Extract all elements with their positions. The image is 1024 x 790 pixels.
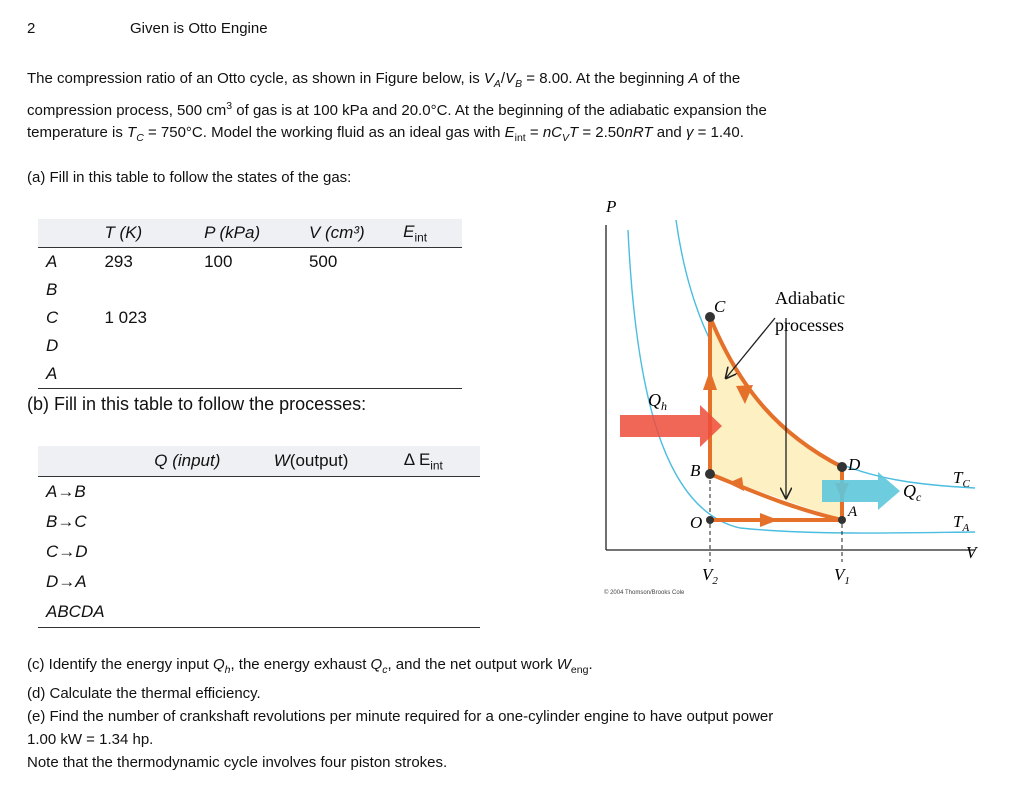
copyright-text: © 2004 Thomson/Brooks Cole <box>604 590 685 596</box>
process-label: ABCDA <box>38 597 154 628</box>
table-row <box>38 507 480 537</box>
cell-p[interactable] <box>204 360 309 389</box>
question-number: 2 <box>27 20 36 37</box>
cell-de[interactable] <box>404 597 480 628</box>
table-row <box>38 537 480 567</box>
cell-w[interactable] <box>274 597 404 628</box>
cell-v[interactable]: 500 <box>308 252 338 271</box>
adiabatic-label-1: Adiabatic <box>775 288 845 308</box>
v1-label: $V_1$ <box>834 565 850 587</box>
qc-label: $Q_c$ <box>903 481 922 504</box>
adiabatic-pointer-1 <box>726 318 775 378</box>
state-label: C <box>46 308 59 327</box>
cell-q[interactable] <box>154 597 274 628</box>
cell-e[interactable] <box>403 332 462 360</box>
point-o-dot <box>706 516 714 524</box>
arrow-intake <box>760 513 778 527</box>
cell-q[interactable] <box>154 567 274 597</box>
point-d-label: D <box>848 455 861 474</box>
v-axis-label: V <box>966 543 977 562</box>
cell-de[interactable] <box>404 477 480 508</box>
cell-e[interactable] <box>403 276 462 304</box>
problem-statement <box>27 68 927 149</box>
cell-e[interactable] <box>403 248 462 277</box>
cell-v[interactable] <box>309 360 403 389</box>
states-table-header <box>38 219 462 248</box>
table-row <box>38 477 480 508</box>
question-e-line-2: 1.00 kW = 1.34 hp. <box>27 731 154 748</box>
process-label: A→B <box>46 482 86 501</box>
cell-t[interactable]: 293 <box>104 252 133 271</box>
point-o-label: O <box>690 513 703 532</box>
table-row <box>38 276 462 304</box>
questions-block <box>27 653 967 774</box>
state-label: B <box>46 280 58 299</box>
point-a-dot <box>838 516 846 524</box>
cell-e[interactable] <box>403 304 462 332</box>
qh-label: $Q_h$ <box>648 390 667 413</box>
state-label: A <box>46 252 58 271</box>
adiabatic-label-2: processes <box>775 315 844 335</box>
cell-p[interactable] <box>204 304 309 332</box>
header-delta-energy: Δ $E_{int}$ <box>404 446 480 477</box>
cell-de[interactable] <box>404 567 480 597</box>
cell-t[interactable] <box>104 360 204 389</box>
point-b-label: B <box>690 461 701 480</box>
cell-de[interactable] <box>404 507 480 537</box>
part-a-label: (a) Fill in this table to follow the states of the gas: <box>27 169 352 186</box>
p-axis-label: P <box>606 197 617 216</box>
process-label: C→D <box>46 542 88 561</box>
question-title: Given is Otto Engine <box>130 20 268 37</box>
tc-label: $T_C$ <box>953 468 970 490</box>
header-internal-energy: $E_{int}$ <box>403 219 462 248</box>
point-d-dot <box>837 462 847 472</box>
cell-q[interactable] <box>154 537 274 567</box>
process-label: D→A <box>46 572 87 591</box>
otto-cycle-pv-diagram <box>590 190 1000 610</box>
cell-e[interactable] <box>403 360 462 389</box>
intro-line-3: temperature is $T_C = 750^\circ C$. Model the working fluid as an ideal gas with $E_{int} = nC_VT = 2.50nRT$ and γ = 1.40. <box>27 124 744 144</box>
states-table <box>38 219 462 389</box>
state-label: A <box>38 360 104 389</box>
v2-label: $V_2$ <box>702 565 718 587</box>
point-c-label: C <box>714 297 726 316</box>
state-label: D <box>46 336 59 355</box>
cell-w[interactable] <box>274 507 404 537</box>
table-row <box>38 248 462 277</box>
cell-p[interactable] <box>204 332 309 360</box>
cell-w[interactable] <box>274 477 404 508</box>
note: Note that the thermodynamic cycle involves four piston strokes. <box>27 754 448 771</box>
header-pressure: P (kPa) <box>204 219 309 248</box>
cell-v[interactable] <box>309 276 403 304</box>
process-label: B→C <box>46 512 87 531</box>
cell-p[interactable]: 100 <box>204 252 233 271</box>
part-b-label: (b) Fill in this table to follow the processes: <box>27 394 367 414</box>
cell-de[interactable] <box>404 537 480 567</box>
question-c: (c) Identify the energy input $Q_h$, the energy exhaust $Q_c$, and the net output work $W_{eng}$. <box>27 656 593 676</box>
question-e-line-1: (e) Find the number of crankshaft revolutions per minute required for a one-cylinder engine to have output power <box>27 708 774 725</box>
intro-line-2: compression process, 500 $cm^3$ of gas is at 100 kPa and 20.0°C. At the beginning of the adiabatic expansion the <box>27 100 767 119</box>
header-heat-input: Q (input) <box>154 446 274 477</box>
ta-label: $T_A$ <box>953 512 970 534</box>
point-a-label: A <box>848 504 858 520</box>
cell-w[interactable] <box>274 537 404 567</box>
cell-w[interactable] <box>274 567 404 597</box>
header-temperature: T (K) <box>104 219 204 248</box>
intro-line-1: The compression ratio of an Otto cycle, as shown in Figure below, is $V_A/V_B = 8.00$. At the beginning A of the <box>27 70 741 90</box>
table-row <box>38 304 462 332</box>
table-row <box>38 597 480 628</box>
cell-q[interactable] <box>154 507 274 537</box>
question-d: (d) Calculate the thermal efficiency. <box>27 685 261 702</box>
header-volume: V (cm³) <box>309 219 403 248</box>
cell-q[interactable] <box>154 477 274 508</box>
table-row <box>38 360 462 389</box>
processes-table-header <box>38 446 480 477</box>
cell-v[interactable] <box>309 304 403 332</box>
header-work-output: W(output) <box>274 446 404 477</box>
cell-p[interactable] <box>204 276 309 304</box>
table-row <box>38 567 480 597</box>
table-row <box>38 332 462 360</box>
point-b-dot <box>705 469 715 479</box>
cell-v[interactable] <box>309 332 403 360</box>
cell-t[interactable] <box>104 332 204 360</box>
qh-arrow <box>620 405 722 447</box>
cell-t[interactable] <box>104 276 204 304</box>
cell-t[interactable]: 1 023 <box>104 308 147 327</box>
processes-table <box>38 446 480 628</box>
